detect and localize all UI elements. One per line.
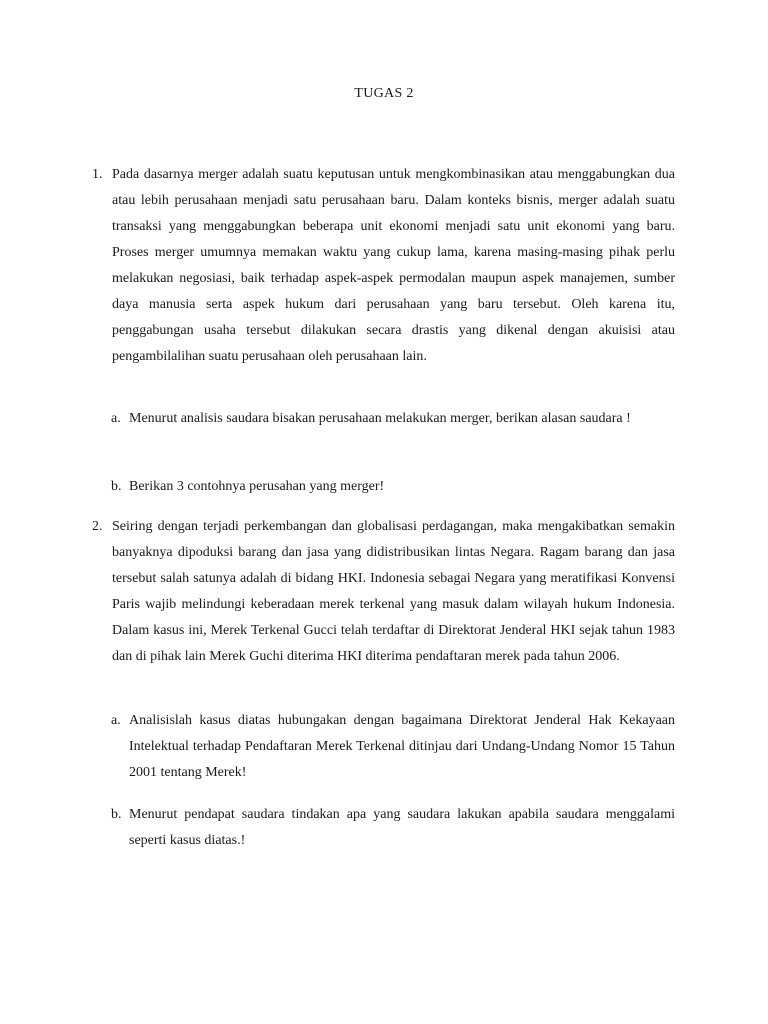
question-2-sub-a [111, 708, 675, 786]
question-text: Seiring dengan terjadi perkembangan dan globalisasi perdagangan, maka mengakibatkan semakin banyaknya dipoduksi barang dan jasa yang didistribusikan lintas Negara. Ragam barang dan jasa tersebut salah satunya adalah di bidang HKI. Indonesia sebagai Negara yang meratifikasi Konvensi Paris wajib melindungi keberadaan merek terkenal yang masuk dalam wilayah hukum Indonesia. Dalam kasus ini, Merek Terkenal Gucci telah terdaftar di Direktorat Jenderal HKI sejak tahun 1983 dan di pihak lain Merek Guchi diterima HKI diterima pendaftaran merek pada tahun 2006. [112, 519, 675, 664]
sub-question-label: a. [111, 411, 121, 426]
sub-question-label: b. [111, 807, 122, 822]
sub-question-text: Menurut pendapat saudara tindakan apa yang saudara lakukan apabila saudara menggalami seperti kasus diatas.! [129, 807, 675, 848]
sub-question-text: Menurut analisis saudara bisakan perusahaan melakukan merger, berikan alasan saudara ! [129, 411, 631, 426]
question-number: 2. [92, 519, 103, 534]
sub-question-label: a. [111, 713, 121, 728]
question-text: Pada dasarnya merger adalah suatu keputusan untuk mengkombinasikan atau menggabungkan dua atau lebih perusahaan menjadi satu perusahaan baru. Dalam konteks bisnis, merger adalah suatu transaksi yang menggabungkan beberapa unit ekonomi menjadi satu unit ekonomi yang baru. Proses merger umumnya memakan waktu yang cukup lama, karena masing-masing pihak perlu melakukan negosiasi, baik terhadap aspek-aspek permodalan maupun aspek manajemen, sumber daya manusia serta aspek hukum dari perusahaan yang baru tersebut. Oleh karena itu, penggabungan usaha tersebut dilakukan secara drastis yang dikenal dengan akuisisi atau pengambilalihan suatu perusahaan oleh perusahaan lain. [112, 167, 675, 364]
sub-question-text: Analisislah kasus diatas hubungakan dengan bagaimana Direktorat Jenderal Hak Kekayaan Intelektual terhadap Pendaftaran Merek Terkenal ditinjau dari Undang-Undang Nomor 15 Tahun 2001 tentang Merek! [129, 713, 675, 780]
question-2 [92, 514, 675, 670]
question-number: 1. [92, 167, 103, 182]
question-1-sub-a [111, 406, 675, 432]
sub-question-label: b. [111, 479, 122, 494]
document-title: TUGAS 2 [354, 86, 414, 101]
question-2-sub-b [111, 802, 675, 854]
question-1 [92, 162, 675, 370]
question-1-sub-b [111, 474, 675, 500]
sub-question-text: Berikan 3 contohnya perusahan yang merger! [129, 479, 385, 494]
